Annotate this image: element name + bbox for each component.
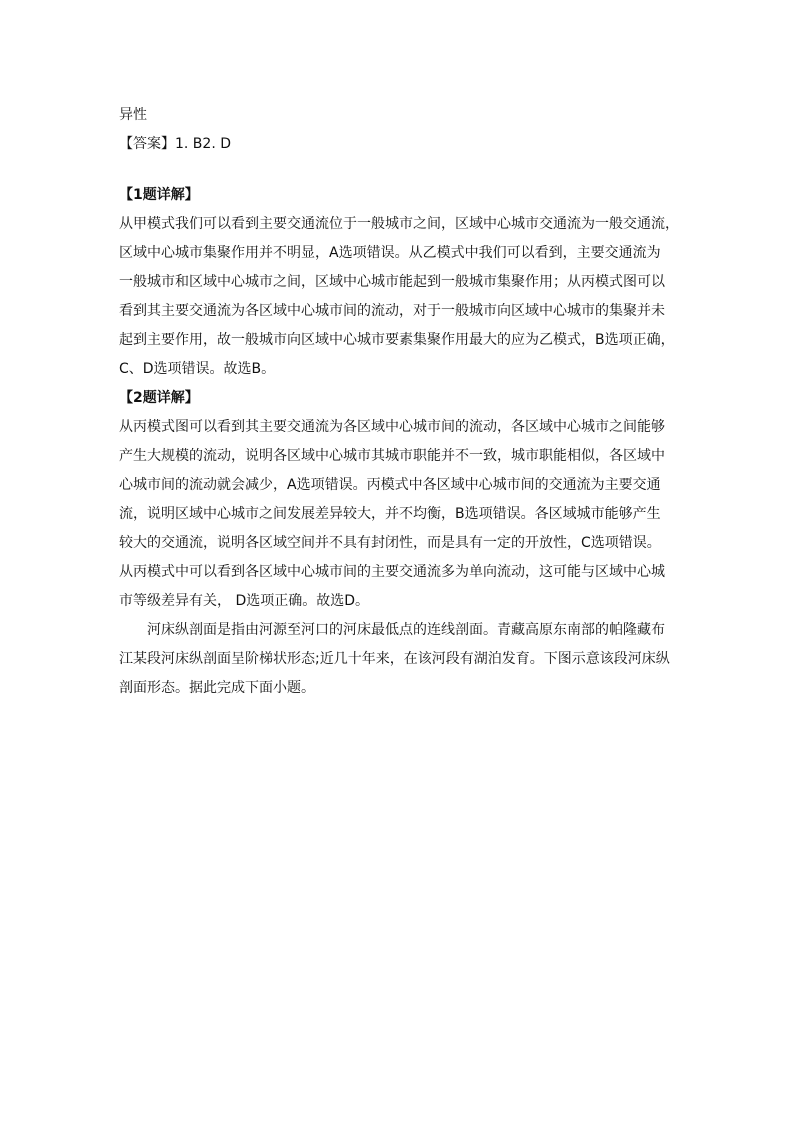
paragraph-spacer	[119, 159, 679, 181]
q2-line: 较大的交通流，说明各区域空间并不具有封闭性，而是具有一定的开放性，C选项错误。	[119, 535, 661, 551]
stem-line: 江某段河床纵剖面呈阶梯状形态;近几十年来，在该河段有湖泊发育。下图示意该段河床纵	[119, 651, 670, 667]
q1-heading: 【1题详解】	[119, 187, 199, 203]
q2-explanation	[119, 413, 679, 616]
q2-heading: 【2题详解】	[119, 390, 199, 406]
q1-line: 看到其主要交通流为各区域中心城市间的流动，对于一般城市向区域中心城市的集聚并未	[119, 303, 665, 319]
q1-explanation	[119, 210, 679, 384]
q2-line: 从丙模式图可以看到其主要交通流为各区域中心城市间的流动，各区域中心城市之间能够	[119, 419, 665, 435]
q2-line: 市等级差异有关， D选项正确。故选D。	[119, 593, 370, 609]
q2-line: 流，说明区域中心城市之间发展差异较大，并不均衡，B选项错误。各区域城市能够产生	[119, 506, 661, 522]
q1-line: 从甲模式我们可以看到主要交通流位于一般城市之间，区域中心城市交通流为一般交通流，	[119, 216, 679, 232]
q2-line: 心城市间的流动就会减少，A选项错误。丙模式中各区域中心城市间的交通流为主要交通	[119, 477, 661, 493]
q1-line: C、D选项错误。故选B。	[119, 361, 276, 377]
document-body	[119, 101, 679, 703]
q2-line: 从丙模式中可以看到各区域中心城市间的主要交通流多为单向流动，这可能与区域中心城	[119, 564, 665, 580]
q2-line: 产生大规模的流动，说明各区域中心城市其城市职能并不一致，城市职能相似，各区域中	[119, 448, 665, 464]
q1-line: 一般城市和区域中心城市之间，区域中心城市能起到一般城市集聚作用；从丙模式图可以	[119, 274, 665, 290]
answer-line: 【答案】1. B2. D	[119, 136, 231, 152]
q1-line: 起到主要作用，故一般城市向区域中心城市要素集聚作用最大的应为乙模式，B选项正确，	[119, 332, 675, 348]
q1-line: 区域中心城市集聚作用并不明显，A选项错误。从乙模式中我们可以看到，主要交通流为	[119, 245, 661, 261]
stem-line: 河床纵剖面是指由河源至河口的河床最低点的连线剖面。青藏高原东南部的帕隆藏布	[147, 622, 665, 638]
stem-line: 剖面形态。据此完成下面小题。	[119, 680, 315, 696]
continuation-text: 异性	[119, 107, 147, 123]
next-question-stem	[119, 616, 679, 703]
